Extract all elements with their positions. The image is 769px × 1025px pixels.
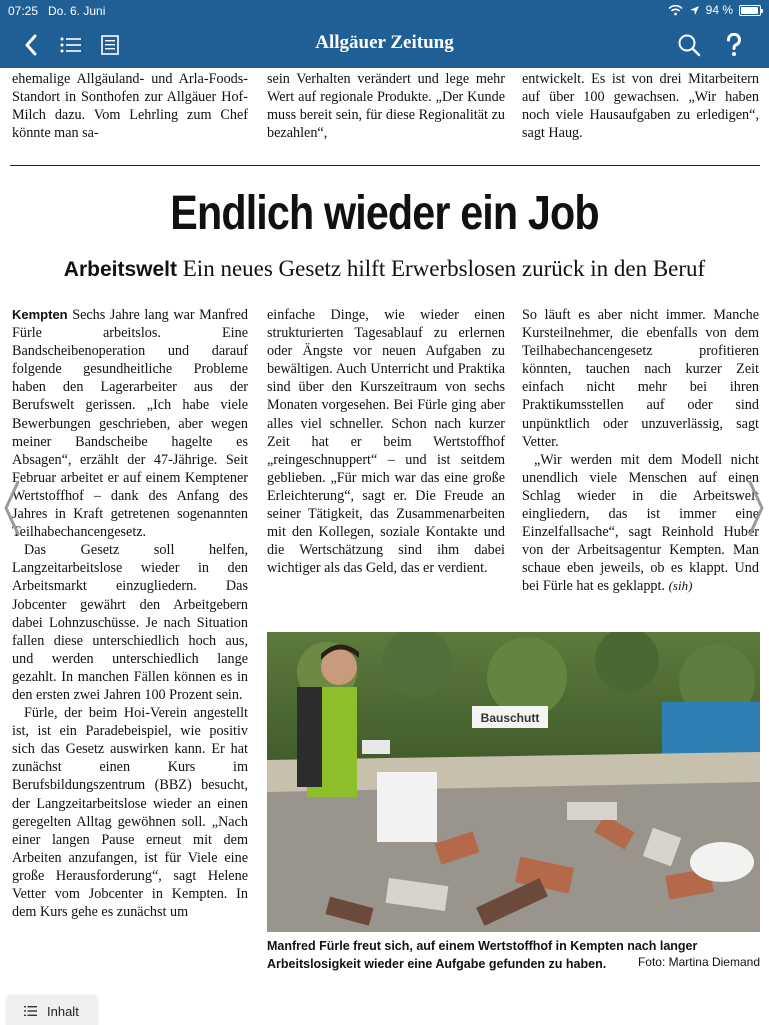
top-column-text: entwickelt. Es ist von drei Mitarbeitern auf über 100 gewachsen. „Wir haben noch viele Hausaufgaben zu erledigen“, sagt Haug.	[522, 71, 759, 142]
toc-button[interactable]	[6, 996, 98, 1025]
nav-bar	[0, 22, 769, 68]
paragraph-text: „Wir werden mit dem Modell nicht unendlich viele Menschen auf einen Schlag wieder in die Arbeitswelt eingliedern, das ist immer eine Einzelfallsache“, sagt Reinhold Huber von der Arbeitsagentur Kempten. Man schaue eben jeweils, ob es klappt. Und bei Fürle hat es geklappt.	[522, 451, 759, 595]
wifi-icon	[668, 4, 683, 16]
photo-illustration	[267, 632, 760, 932]
article-column-3	[522, 306, 759, 596]
status-date: Do. 6. Juni	[48, 4, 106, 18]
status-right	[668, 3, 761, 17]
battery-fill	[741, 7, 758, 14]
article-paragraph: einfache Dinge, wie wieder einen strukturierten Tagesablauf zu erlernen oder Ängste vor neuen Aufgaben zu bewältigen. Auch Unterricht und Praktika sind über den Kurszeitraum von sechs Monaten vorgesehen. Bei Fürle ging aber alles viel schneller. Schon nach kurzer Zeit hat er beim Wertstoffhof „reingeschnuppert“ – und ist seitdem geblieben. „Für mich war das eine große Erleichterung“, sagt er. Die Freude an seiner Tätigkeit, das Zusammenarbeiten mit den Kollegen, soziale Kontakte und die Wertschätzung sind ihm dabei wichtiger als das Geld, das er verdient.	[267, 307, 505, 577]
search-button[interactable]	[676, 30, 702, 60]
article-paragraph: Das Gesetz soll helfen, Langzeitarbeitslose wieder in den Arbeitsmarkt einzugliedern. Das Jobcenter gewährt den Arbeitgebern dabei Lohnzuschüsse. Je nach Situation fallen diese unterschiedlich hoch aus, und werden unterschiedlich lange gezahlt. In manchen Fällen können es in den ersten zwei Jahren 100 Prozent sein.	[12, 542, 248, 703]
search-icon	[677, 33, 701, 57]
prev-page-button[interactable]	[2, 478, 22, 538]
article-photo[interactable]	[267, 632, 760, 932]
toc-label: Inhalt	[47, 1003, 79, 1019]
top-column-text: ehemalige Allgäuland- und Arla-Foods-Standort in Sonthofen zur Allgäuer Hof-Milch dazu. Vom Lehrling zum Chef könnte man sa-	[12, 71, 248, 142]
status-bar	[0, 0, 769, 22]
article-column-2	[267, 306, 505, 577]
list-icon	[24, 1006, 37, 1016]
next-page-button[interactable]	[746, 478, 766, 538]
next-page-icon	[746, 478, 766, 538]
article-paragraph: Fürle, der beim Hoi-Verein angestellt ist, ist ein Paradebeispiel, wie positiv sich das Gesetz auswirken kann. Er hat zunächst einen Kurs im Berufsbildungszentrum (BBZ) besucht, der Langzeitarbeitslose wieder an einen geregelten Alltag gewöhnen soll. „Nach einer langen Pause erneut mit dem Arbeiten anzufangen, ist für Viele eine große Herausforderung“, sagt Helene Vetter vom Jobcenter in Kempten. In dem Kurs gehe es zunächst um	[12, 705, 248, 921]
top-column-text: sein Verhalten verändert und lege mehr Wert auf regionale Produkte. „Der Kunde muss bereit sein, für diese Regionalität zu bezahlen“,	[267, 71, 505, 142]
article-subheadline	[0, 256, 769, 282]
top-column-2	[267, 70, 505, 146]
article-headline: Endlich wieder ein Job	[170, 187, 599, 240]
article-paragraph	[522, 451, 759, 596]
photo-caption: Manfred Fürle freut sich, auf einem Wertstoffhof in Kempten nach langer Arbeitslosigkeit wieder eine Aufgabe gefunden zu haben.	[267, 939, 698, 971]
help-button[interactable]	[722, 30, 746, 60]
help-icon	[726, 33, 742, 57]
author-signature: (sih)	[668, 578, 693, 594]
top-column-1	[12, 70, 248, 146]
article-column-1	[12, 306, 248, 921]
article-kicker: Arbeitswelt	[63, 258, 177, 281]
battery-percent: 94 %	[705, 3, 733, 17]
article-paragraph: So läuft es aber nicht immer. Manche Kursteilnehmer, die ebenfalls von dem Teilhabechancengesetz profitieren könnten, tauchen nach kurzer Zeit einfach nicht mehr bei ihren Praktikumsstellen auf oder sind unpünktlich oder unzuverlässig, sagt Vetter.	[522, 307, 759, 450]
section-divider	[10, 165, 760, 166]
paragraph-text: Sechs Jahre lang war Manfred Fürle arbeitslos. Eine Bandscheibenoperation und darauf folgende gesundheitliche Probleme haben den Lagerarbeiter aus der Berufswelt gerissen. „Ich habe viele Bewerbungen geschrieben, aber wegen meiner Bandscheibe hagelte es Absagen“, erzählt der 47-Jährige. Seit Februar arbeitet er auf einem Kemptener Wertstoffhof – dank des Anfang des Jahres in Kraft getretenen sogenannten Teilhabechancengesetz.	[12, 307, 248, 541]
app-title: Allgäuer Zeitung	[315, 32, 454, 53]
photo-credit: Foto: Martina Diemand	[637, 955, 760, 969]
article-paragraph	[12, 306, 248, 541]
location-icon	[689, 5, 700, 16]
photo-sign-text: Bauschutt	[480, 711, 540, 725]
top-column-3	[522, 70, 759, 146]
battery-icon	[739, 5, 761, 16]
prev-page-icon	[2, 478, 22, 538]
status-time: 07:25	[8, 4, 39, 18]
subheadline-text: Ein neues Gesetz hilft Erwerbslosen zurück in den Beruf	[182, 256, 706, 281]
dateline: Kempten	[12, 307, 68, 322]
